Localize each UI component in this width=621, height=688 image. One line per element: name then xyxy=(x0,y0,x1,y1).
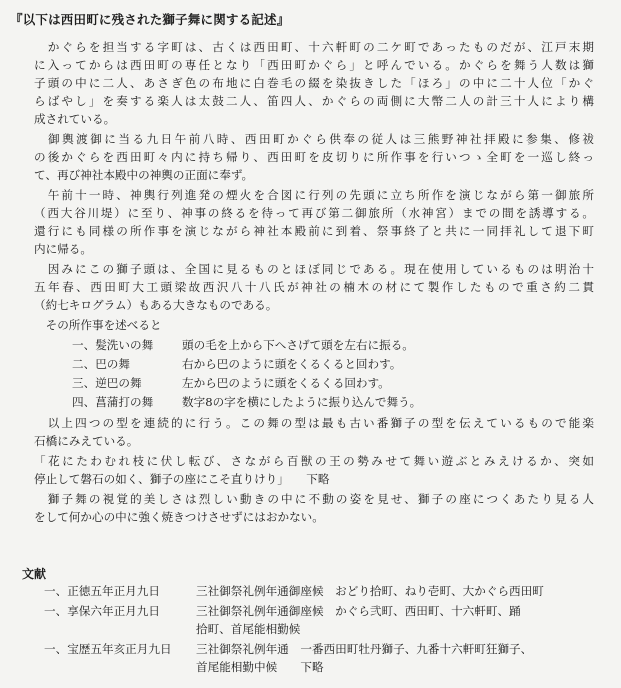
dance-move-desc: 右から巴のように頭をくるくると回わす。 xyxy=(182,357,402,371)
dance-move-name: 二、巴の舞 xyxy=(72,357,130,371)
body-line: て、再び神社本殿中の神輿の正面に奉ず。 xyxy=(34,168,254,182)
body-line: 石橋にみえている。 xyxy=(34,434,139,448)
reference-text: 首尾能相勤中候 下略 xyxy=(196,660,324,674)
dance-move-desc: 数字8の字を横にしたように振り込んで舞う。 xyxy=(182,395,422,409)
references-heading: 文献 xyxy=(22,567,47,581)
body-line: 還行にも同様の所作事を演じながら神社本殿前に到着、祭事終了と共に一同拝礼して退下町 xyxy=(34,224,594,238)
body-line: 以上四つの型を連続的に行う。この舞の型は最も古い番獅子の型を伝えているもので能楽 xyxy=(34,416,594,430)
body-line: （西大谷川堤）に至り、神事の終るを待って再び第二御旅所（水神宮）までの間を誘導する。 xyxy=(34,206,594,220)
body-line: その所作事を述べると xyxy=(34,318,162,332)
body-line: らばやし」を奏する楽人は太鼓二人、笛四人、かぐらの両側に大幣二人の計三十人により構 xyxy=(34,94,594,108)
body-line: 五年春、西田町大工頭梁故西沢八十八氏が神社の楠木の材にて製作したもので重さ約二貫 xyxy=(34,280,594,294)
body-line: 内に帰る。 xyxy=(34,242,92,256)
body-line: 御輿渡御に当る九日午前八時、西田町かぐら供奉の従人は三熊野神社拝殿に参集、修祓 xyxy=(34,132,594,146)
body-line: 成されている。 xyxy=(34,112,116,126)
reference-date: 一、正徳五年正月九日 xyxy=(44,584,160,598)
dance-move-desc: 左から巴のように頭をくるくる回わす。 xyxy=(182,376,390,390)
document-title: 『以下は西田町に残された獅子舞に関する記述』 xyxy=(10,12,290,27)
body-line: の後かぐらを西田町々内に持ち帰り、西田町を皮切りに所作事を行いつゝ全町を一巡し終っ xyxy=(34,150,594,164)
reference-date: 一、宝歴五年亥正月九日 xyxy=(44,642,172,656)
reference-text: 三社御祭礼例年通御座候 おどり拾町、ねり壱町、大かぐら西田町 xyxy=(196,584,544,598)
body-line: 子頭の中に二人、あさぎ色の布地に白巻毛の綴を染抜きした「ほろ」の中に二十人位「かぐ xyxy=(34,76,594,90)
dance-move-name: 四、菖蒲打の舞 xyxy=(72,395,154,409)
body-line: 午前十一時、神輿行列進発の煙火を合図に行列の先頭に立ち所作を演じながら第一御旅所 xyxy=(34,188,594,202)
body-line: をして何か心の中に強く焼きつけさせずにはおかない。 xyxy=(34,510,324,524)
reference-text: 三社御祭礼例年通 一番西田町牡丹獅子、九番十六軒町狂獅子、 xyxy=(196,642,533,656)
body-line: 獅子舞の視覚的美しさは烈しい動きの中に不動の姿を見せ、獅子の座につくあたり見る人 xyxy=(34,492,594,506)
reference-text: 三社御祭礼例年通御座候 かぐら弐町、西田町、十六軒町、踊 xyxy=(196,604,521,618)
body-line: 因みにこの獅子頭は、全国に見るものとほぼ同じである。現在使用しているものは明治十 xyxy=(34,262,594,276)
dance-move-name: 三、逆巴の舞 xyxy=(72,376,142,390)
quote-line: 停止して磐石の如く、獅子の座にこそ直りけり」 下略 xyxy=(34,472,330,486)
quote-line: 「花にたわむれ枝に伏し転び、さながら百獣の王の勢みせて舞い遊ぶとみえけるか、突如 xyxy=(34,454,594,468)
dance-move-name: 一、髪洗いの舞 xyxy=(72,338,154,352)
body-line: に入ってからは西田町の専任となり「西田町かぐら」と呼んでいる。かぐらを舞う人数は獅 xyxy=(34,58,594,72)
dance-move-desc: 頭の毛を上から下へさげて頭を左右に振る。 xyxy=(182,338,414,352)
reference-text: 拾町、首尾能相勤候 xyxy=(196,622,301,636)
reference-date: 一、享保六年正月九日 xyxy=(44,604,160,618)
body-line: （約七キログラム）もある大きなものである。 xyxy=(34,298,278,312)
body-line: かぐらを担当する字町は、古くは西田町、十六軒町の二ケ町であったものだが、江戸末期 xyxy=(34,40,594,54)
